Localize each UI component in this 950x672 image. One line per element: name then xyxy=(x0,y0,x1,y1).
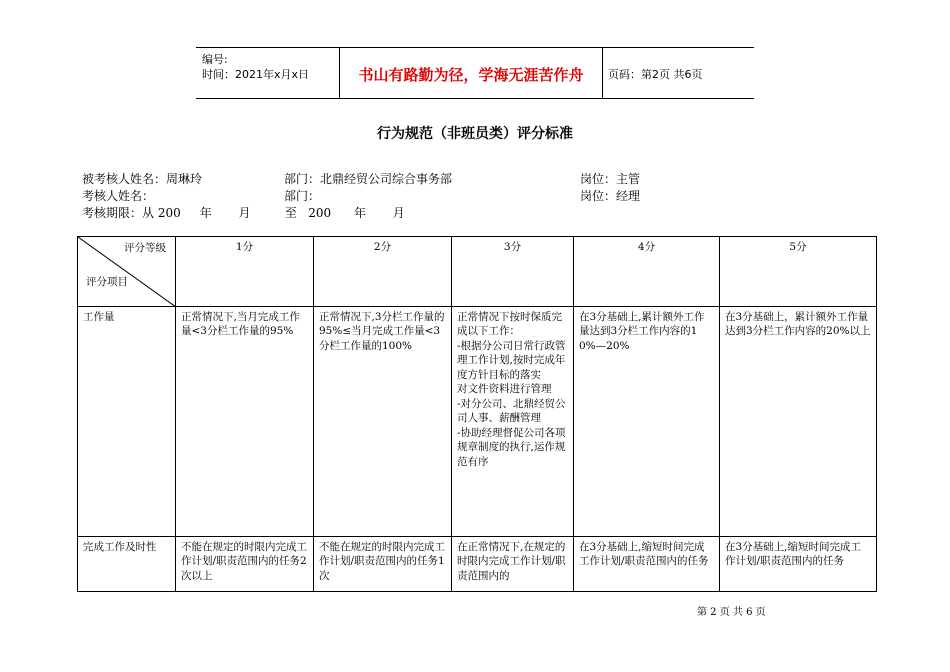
grade-header: 1分 xyxy=(176,237,314,307)
examiner-department: 部门： xyxy=(284,189,321,203)
criteria-cell: 在正常情况下,在规定的时限内完成工作计划/职责范围内的 xyxy=(452,537,574,592)
header-motto: 书山有路勤为径，学海无涯苦作舟 xyxy=(358,66,584,84)
grade-header: 5分 xyxy=(720,237,877,307)
item-name: 工作量 xyxy=(78,307,176,537)
table-row xyxy=(78,537,877,592)
header-page-info: 页码：第2页 共6页 xyxy=(608,68,703,81)
criteria-cell: 在3分基础上，累计额外工作量达到3分栏工作内容的20%以上 xyxy=(720,307,877,537)
criteria-cell: 在3分基础上,累计额外工作量达到3分栏工作内容的10%—20% xyxy=(574,307,720,537)
document-header xyxy=(196,47,754,99)
criteria-cell: 在3分基础上,缩短时间完成工作计划/职责范围内的任务 xyxy=(574,537,720,592)
criteria-cell: 不能在规定的时限内完成工作计划/职责范围内的任务2次以上 xyxy=(176,537,314,592)
item-axis-label: 评分项目 xyxy=(86,276,128,288)
criteria-cell: 不能在规定的时限内完成工作计划/职责范围内的任务1次 xyxy=(314,537,452,592)
header-divider xyxy=(602,48,603,98)
grade-axis-label: 评分等级 xyxy=(124,242,166,254)
item-name: 完成工作及时性 xyxy=(78,537,176,592)
grade-header: 2分 xyxy=(314,237,452,307)
examiner-post: 岗位：经理 xyxy=(580,189,641,203)
header-divider xyxy=(339,48,340,98)
criteria-cell: 正常情况下,当月完成工作量<3分栏工作量的95% xyxy=(176,307,314,537)
grade-header: 4分 xyxy=(574,237,720,307)
page-footer: 第 2 页 共 6 页 xyxy=(697,607,766,618)
grade-header-row xyxy=(78,237,877,307)
examinee-name: 被考核人姓名：周琳玲 xyxy=(82,172,203,186)
criteria-cell: 正常情况下,3分栏工作量的95%≤当月完成工作量<3分栏工作量的100% xyxy=(314,307,452,537)
grade-header: 3分 xyxy=(452,237,574,307)
examinee-post: 岗位：主管 xyxy=(580,172,641,186)
criteria-cell: 在3分基础上,缩短时间完成工作计划/职责范围内的任务 xyxy=(720,537,877,592)
corner-header-cell xyxy=(78,237,176,307)
examinee-department: 部门：北鼎经贸公司综合事务部 xyxy=(284,172,453,186)
assessment-period: 考核期限：从 200 年 月 至 200 年 月 xyxy=(82,206,405,220)
table-row xyxy=(78,307,877,537)
code-label: 编号: xyxy=(202,53,228,66)
document-title: 行为规范（非班员类）评分标准 xyxy=(377,126,573,142)
scoring-table xyxy=(77,236,877,592)
examiner-name: 考核人姓名： xyxy=(82,189,155,203)
criteria-cell: 正常情况下按时保质完成以下工作： -根据分公司日常行政管理工作计划,按时完成年度方针目标的落实 对文件资料进行管理 -对分公司、北鼎经贸公司人事、薪酬管理 -协助经理督促公司各项规章制度的执行,运作规范有序 xyxy=(452,307,574,537)
date-line: 时间：2021年x月x日 xyxy=(202,68,310,81)
